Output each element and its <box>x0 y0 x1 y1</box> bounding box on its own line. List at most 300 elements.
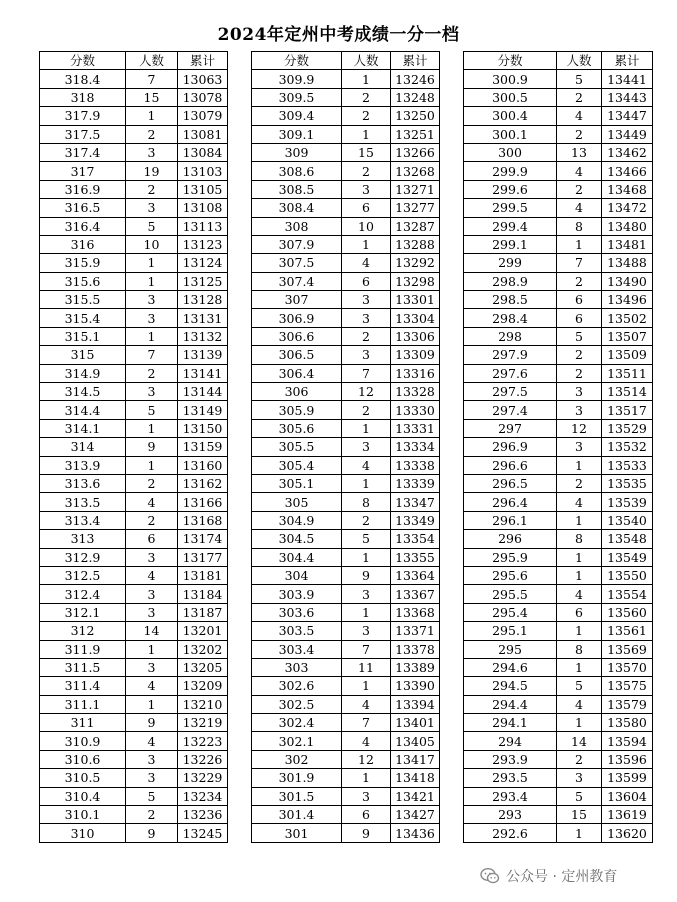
table-row <box>464 88 653 106</box>
table-row <box>252 548 440 566</box>
count-cell: 5 <box>557 677 602 695</box>
cumulative-cell: 13128 <box>178 291 228 309</box>
score-cell: 301 <box>252 824 342 842</box>
score-cell: 305.6 <box>252 419 342 437</box>
count-cell: 1 <box>342 419 391 437</box>
count-cell: 12 <box>342 383 391 401</box>
count-cell: 3 <box>557 401 602 419</box>
count-cell: 1 <box>126 456 178 474</box>
score-cell: 318 <box>40 88 126 106</box>
score-cell: 305.1 <box>252 474 342 492</box>
header-cumulative: 累计 <box>178 52 228 70</box>
score-cell: 314.9 <box>40 364 126 382</box>
count-cell: 5 <box>126 217 178 235</box>
count-cell: 4 <box>126 493 178 511</box>
count-cell: 3 <box>342 585 391 603</box>
table-row <box>252 787 440 805</box>
count-cell: 2 <box>557 125 602 143</box>
score-cell: 303.6 <box>252 603 342 621</box>
score-cell: 306.5 <box>252 346 342 364</box>
score-cell: 310 <box>40 824 126 842</box>
count-cell: 1 <box>126 640 178 658</box>
score-cell: 307 <box>252 291 342 309</box>
score-cell: 295.4 <box>464 603 557 621</box>
cumulative-cell: 13349 <box>391 511 440 529</box>
table-row <box>40 806 228 824</box>
cumulative-cell: 13421 <box>391 787 440 805</box>
cumulative-cell: 13533 <box>602 456 653 474</box>
count-cell: 15 <box>342 143 391 161</box>
table-header-row <box>40 52 228 70</box>
table-row <box>252 732 440 750</box>
count-cell: 3 <box>557 769 602 787</box>
score-cell: 295.5 <box>464 585 557 603</box>
cumulative-cell: 13570 <box>602 658 653 676</box>
score-cell: 297.6 <box>464 364 557 382</box>
score-cell: 313.9 <box>40 456 126 474</box>
count-cell: 1 <box>342 70 391 88</box>
table-row <box>40 732 228 750</box>
score-cell: 314.4 <box>40 401 126 419</box>
table-row <box>40 456 228 474</box>
cumulative-cell: 13124 <box>178 254 228 272</box>
score-cell: 299 <box>464 254 557 272</box>
cumulative-cell: 13550 <box>602 566 653 584</box>
count-cell: 2 <box>126 511 178 529</box>
table-row <box>40 787 228 805</box>
count-cell: 6 <box>557 603 602 621</box>
table-row <box>40 622 228 640</box>
score-cell: 301.4 <box>252 806 342 824</box>
score-cell: 300.9 <box>464 70 557 88</box>
count-cell: 19 <box>126 162 178 180</box>
cumulative-cell: 13141 <box>178 364 228 382</box>
cumulative-cell: 13496 <box>602 291 653 309</box>
table-row <box>464 309 653 327</box>
cumulative-cell: 13441 <box>602 70 653 88</box>
table-row <box>252 162 440 180</box>
cumulative-cell: 13229 <box>178 769 228 787</box>
cumulative-cell: 13209 <box>178 677 228 695</box>
cumulative-cell: 13103 <box>178 162 228 180</box>
table-row <box>464 383 653 401</box>
score-cell: 314.1 <box>40 419 126 437</box>
count-cell: 2 <box>557 474 602 492</box>
count-cell: 2 <box>557 364 602 382</box>
table-row <box>40 327 228 345</box>
count-cell: 4 <box>557 493 602 511</box>
table-row <box>40 530 228 548</box>
table-row <box>252 143 440 161</box>
cumulative-cell: 13105 <box>178 180 228 198</box>
table-row <box>40 438 228 456</box>
score-cell: 304 <box>252 566 342 584</box>
score-cell: 304.5 <box>252 530 342 548</box>
cumulative-cell: 13079 <box>178 107 228 125</box>
count-cell: 5 <box>126 787 178 805</box>
table-row <box>252 272 440 290</box>
score-cell: 294 <box>464 732 557 750</box>
score-cell: 299.9 <box>464 162 557 180</box>
score-cell: 304.9 <box>252 511 342 529</box>
count-cell: 1 <box>557 658 602 676</box>
header-score: 分数 <box>40 52 126 70</box>
cumulative-cell: 13604 <box>602 787 653 805</box>
cumulative-cell: 13250 <box>391 107 440 125</box>
cumulative-cell: 13532 <box>602 438 653 456</box>
cumulative-cell: 13481 <box>602 235 653 253</box>
count-cell: 11 <box>342 658 391 676</box>
count-cell: 3 <box>342 309 391 327</box>
score-cell: 311.1 <box>40 695 126 713</box>
cumulative-cell: 13334 <box>391 438 440 456</box>
cumulative-cell: 13330 <box>391 401 440 419</box>
cumulative-cell: 13331 <box>391 419 440 437</box>
score-cell: 316.9 <box>40 180 126 198</box>
table-row <box>40 88 228 106</box>
score-cell: 310.4 <box>40 787 126 805</box>
score-cell: 302.5 <box>252 695 342 713</box>
table-row <box>464 695 653 713</box>
cumulative-cell: 13447 <box>602 107 653 125</box>
count-cell: 3 <box>126 658 178 676</box>
count-cell: 3 <box>557 438 602 456</box>
count-cell: 7 <box>342 364 391 382</box>
table-row <box>252 585 440 603</box>
table-row <box>252 474 440 492</box>
cumulative-cell: 13131 <box>178 309 228 327</box>
count-cell: 1 <box>126 254 178 272</box>
count-cell: 5 <box>342 530 391 548</box>
score-cell: 302.4 <box>252 714 342 732</box>
cumulative-cell: 13554 <box>602 585 653 603</box>
count-cell: 4 <box>557 162 602 180</box>
table-row <box>464 254 653 272</box>
count-cell: 8 <box>342 493 391 511</box>
score-cell: 309.1 <box>252 125 342 143</box>
cumulative-cell: 13514 <box>602 383 653 401</box>
count-cell: 1 <box>126 695 178 713</box>
table-row <box>252 364 440 382</box>
table-row <box>40 474 228 492</box>
score-cell: 312.9 <box>40 548 126 566</box>
score-cell: 309.9 <box>252 70 342 88</box>
score-cell: 311.9 <box>40 640 126 658</box>
score-cell: 316.5 <box>40 199 126 217</box>
cumulative-cell: 13490 <box>602 272 653 290</box>
cumulative-cell: 13205 <box>178 658 228 676</box>
table-row <box>464 824 653 842</box>
table-row <box>40 419 228 437</box>
cumulative-cell: 13354 <box>391 530 440 548</box>
cumulative-cell: 13594 <box>602 732 653 750</box>
count-cell: 10 <box>342 217 391 235</box>
count-cell: 15 <box>557 806 602 824</box>
score-cell: 302.6 <box>252 677 342 695</box>
count-cell: 1 <box>557 622 602 640</box>
score-cell: 317.9 <box>40 107 126 125</box>
score-cell: 316 <box>40 235 126 253</box>
watermark <box>480 866 670 886</box>
cumulative-cell: 13418 <box>391 769 440 787</box>
score-cell: 312.4 <box>40 585 126 603</box>
count-cell: 6 <box>342 199 391 217</box>
count-cell: 4 <box>557 695 602 713</box>
score-cell: 315.1 <box>40 327 126 345</box>
count-cell: 5 <box>126 401 178 419</box>
cumulative-cell: 13509 <box>602 346 653 364</box>
table-row <box>40 658 228 676</box>
count-cell: 9 <box>126 824 178 842</box>
table-row <box>252 530 440 548</box>
count-cell: 1 <box>557 548 602 566</box>
table-row <box>40 677 228 695</box>
count-cell: 7 <box>126 346 178 364</box>
score-cell: 318.4 <box>40 70 126 88</box>
cumulative-cell: 13248 <box>391 88 440 106</box>
score-cell: 310.1 <box>40 806 126 824</box>
score-cell: 305.4 <box>252 456 342 474</box>
cumulative-cell: 13488 <box>602 254 653 272</box>
score-cell: 300.4 <box>464 107 557 125</box>
table-row <box>464 548 653 566</box>
count-cell: 3 <box>342 438 391 456</box>
table-row <box>252 714 440 732</box>
count-cell: 4 <box>126 732 178 750</box>
table-row <box>40 199 228 217</box>
count-cell: 3 <box>126 199 178 217</box>
score-cell: 292.6 <box>464 824 557 842</box>
cumulative-cell: 13187 <box>178 603 228 621</box>
cumulative-cell: 13266 <box>391 143 440 161</box>
cumulative-cell: 13355 <box>391 548 440 566</box>
score-cell: 308 <box>252 217 342 235</box>
cumulative-cell: 13159 <box>178 438 228 456</box>
count-cell: 2 <box>342 107 391 125</box>
count-cell: 1 <box>557 566 602 584</box>
table-row <box>464 677 653 695</box>
cumulative-cell: 13081 <box>178 125 228 143</box>
count-cell: 1 <box>342 677 391 695</box>
table-row <box>40 254 228 272</box>
count-cell: 13 <box>557 143 602 161</box>
table-row <box>40 143 228 161</box>
score-cell: 315.5 <box>40 291 126 309</box>
cumulative-cell: 13580 <box>602 714 653 732</box>
cumulative-cell: 13184 <box>178 585 228 603</box>
table-row <box>252 493 440 511</box>
cumulative-cell: 13417 <box>391 750 440 768</box>
count-cell: 1 <box>557 511 602 529</box>
score-cell: 296.1 <box>464 511 557 529</box>
score-cell: 307.5 <box>252 254 342 272</box>
score-cell: 311.5 <box>40 658 126 676</box>
cumulative-cell: 13063 <box>178 70 228 88</box>
table-row <box>464 732 653 750</box>
score-cell: 297.4 <box>464 401 557 419</box>
score-cell: 314.5 <box>40 383 126 401</box>
score-cell: 306.4 <box>252 364 342 382</box>
count-cell: 1 <box>342 769 391 787</box>
table-row <box>464 530 653 548</box>
count-cell: 2 <box>126 474 178 492</box>
score-cell: 305.9 <box>252 401 342 419</box>
header-cumulative: 累计 <box>602 52 653 70</box>
cumulative-cell: 13394 <box>391 695 440 713</box>
count-cell: 1 <box>557 235 602 253</box>
count-cell: 1 <box>126 327 178 345</box>
score-cell: 299.1 <box>464 235 557 253</box>
table-row <box>252 346 440 364</box>
table-row <box>464 107 653 125</box>
count-cell: 1 <box>342 125 391 143</box>
score-cell: 313.6 <box>40 474 126 492</box>
cumulative-cell: 13304 <box>391 309 440 327</box>
table-row <box>40 603 228 621</box>
cumulative-cell: 13144 <box>178 383 228 401</box>
score-cell: 315.4 <box>40 309 126 327</box>
cumulative-cell: 13561 <box>602 622 653 640</box>
score-cell: 303 <box>252 658 342 676</box>
table-row <box>252 401 440 419</box>
score-cell: 315 <box>40 346 126 364</box>
cumulative-cell: 13466 <box>602 162 653 180</box>
count-cell: 3 <box>126 585 178 603</box>
table-row <box>40 309 228 327</box>
score-cell: 308.4 <box>252 199 342 217</box>
table-row <box>40 695 228 713</box>
cumulative-cell: 13306 <box>391 327 440 345</box>
cumulative-cell: 13139 <box>178 346 228 364</box>
cumulative-cell: 13347 <box>391 493 440 511</box>
score-cell: 299.5 <box>464 199 557 217</box>
score-cell: 300 <box>464 143 557 161</box>
score-cell: 294.4 <box>464 695 557 713</box>
cumulative-cell: 13301 <box>391 291 440 309</box>
table-row <box>464 180 653 198</box>
table-row <box>252 291 440 309</box>
score-cell: 316.4 <box>40 217 126 235</box>
count-cell: 3 <box>126 291 178 309</box>
table-row <box>40 217 228 235</box>
count-cell: 4 <box>342 254 391 272</box>
score-cell: 310.9 <box>40 732 126 750</box>
cumulative-cell: 13287 <box>391 217 440 235</box>
score-cell: 296.9 <box>464 438 557 456</box>
count-cell: 3 <box>126 548 178 566</box>
cumulative-cell: 13328 <box>391 383 440 401</box>
count-cell: 8 <box>557 530 602 548</box>
cumulative-cell: 13268 <box>391 162 440 180</box>
count-cell: 3 <box>557 383 602 401</box>
table-row <box>40 401 228 419</box>
score-cell: 309.5 <box>252 88 342 106</box>
table-row <box>40 235 228 253</box>
cumulative-cell: 13569 <box>602 640 653 658</box>
score-cell: 315.9 <box>40 254 126 272</box>
count-cell: 1 <box>557 714 602 732</box>
table-row <box>464 585 653 603</box>
score-cell: 293.9 <box>464 750 557 768</box>
header-count: 人数 <box>342 52 391 70</box>
count-cell: 8 <box>557 217 602 235</box>
count-cell: 9 <box>342 824 391 842</box>
count-cell: 2 <box>557 346 602 364</box>
cumulative-cell: 13219 <box>178 714 228 732</box>
table-row <box>40 70 228 88</box>
score-cell: 304.4 <box>252 548 342 566</box>
count-cell: 14 <box>126 622 178 640</box>
count-cell: 3 <box>126 769 178 787</box>
score-cell: 307.9 <box>252 235 342 253</box>
cumulative-cell: 13339 <box>391 474 440 492</box>
score-cell: 298.5 <box>464 291 557 309</box>
score-cell: 317.5 <box>40 125 126 143</box>
cumulative-cell: 13436 <box>391 824 440 842</box>
score-cell: 315.6 <box>40 272 126 290</box>
count-cell: 7 <box>342 640 391 658</box>
cumulative-cell: 13162 <box>178 474 228 492</box>
score-cell: 294.5 <box>464 677 557 695</box>
cumulative-cell: 13132 <box>178 327 228 345</box>
count-cell: 15 <box>126 88 178 106</box>
cumulative-cell: 13529 <box>602 419 653 437</box>
count-cell: 2 <box>557 88 602 106</box>
count-cell: 2 <box>126 125 178 143</box>
cumulative-cell: 13517 <box>602 401 653 419</box>
score-cell: 295.1 <box>464 622 557 640</box>
count-cell: 6 <box>126 530 178 548</box>
count-cell: 9 <box>126 714 178 732</box>
cumulative-cell: 13149 <box>178 401 228 419</box>
count-cell: 2 <box>126 806 178 824</box>
table-row <box>464 199 653 217</box>
count-cell: 12 <box>557 419 602 437</box>
score-table-3 <box>463 51 653 843</box>
cumulative-cell: 13234 <box>178 787 228 805</box>
count-cell: 3 <box>342 346 391 364</box>
cumulative-cell: 13084 <box>178 143 228 161</box>
table-row <box>252 235 440 253</box>
count-cell: 7 <box>342 714 391 732</box>
cumulative-cell: 13292 <box>391 254 440 272</box>
count-cell: 6 <box>342 806 391 824</box>
table-row <box>40 493 228 511</box>
score-cell: 309 <box>252 143 342 161</box>
table-row <box>40 769 228 787</box>
table-row <box>464 235 653 253</box>
cumulative-cell: 13251 <box>391 125 440 143</box>
cumulative-cell: 13540 <box>602 511 653 529</box>
score-cell: 311.4 <box>40 677 126 695</box>
cumulative-cell: 13378 <box>391 640 440 658</box>
cumulative-cell: 13511 <box>602 364 653 382</box>
cumulative-cell: 13277 <box>391 199 440 217</box>
score-cell: 296 <box>464 530 557 548</box>
cumulative-cell: 13201 <box>178 622 228 640</box>
count-cell: 3 <box>126 603 178 621</box>
cumulative-cell: 13113 <box>178 217 228 235</box>
count-cell: 2 <box>342 401 391 419</box>
score-cell: 298.9 <box>464 272 557 290</box>
table-row <box>40 125 228 143</box>
table-row <box>464 327 653 345</box>
cumulative-cell: 13443 <box>602 88 653 106</box>
table-row <box>464 419 653 437</box>
cumulative-cell: 13168 <box>178 511 228 529</box>
score-cell: 300.5 <box>464 88 557 106</box>
cumulative-cell: 13367 <box>391 585 440 603</box>
